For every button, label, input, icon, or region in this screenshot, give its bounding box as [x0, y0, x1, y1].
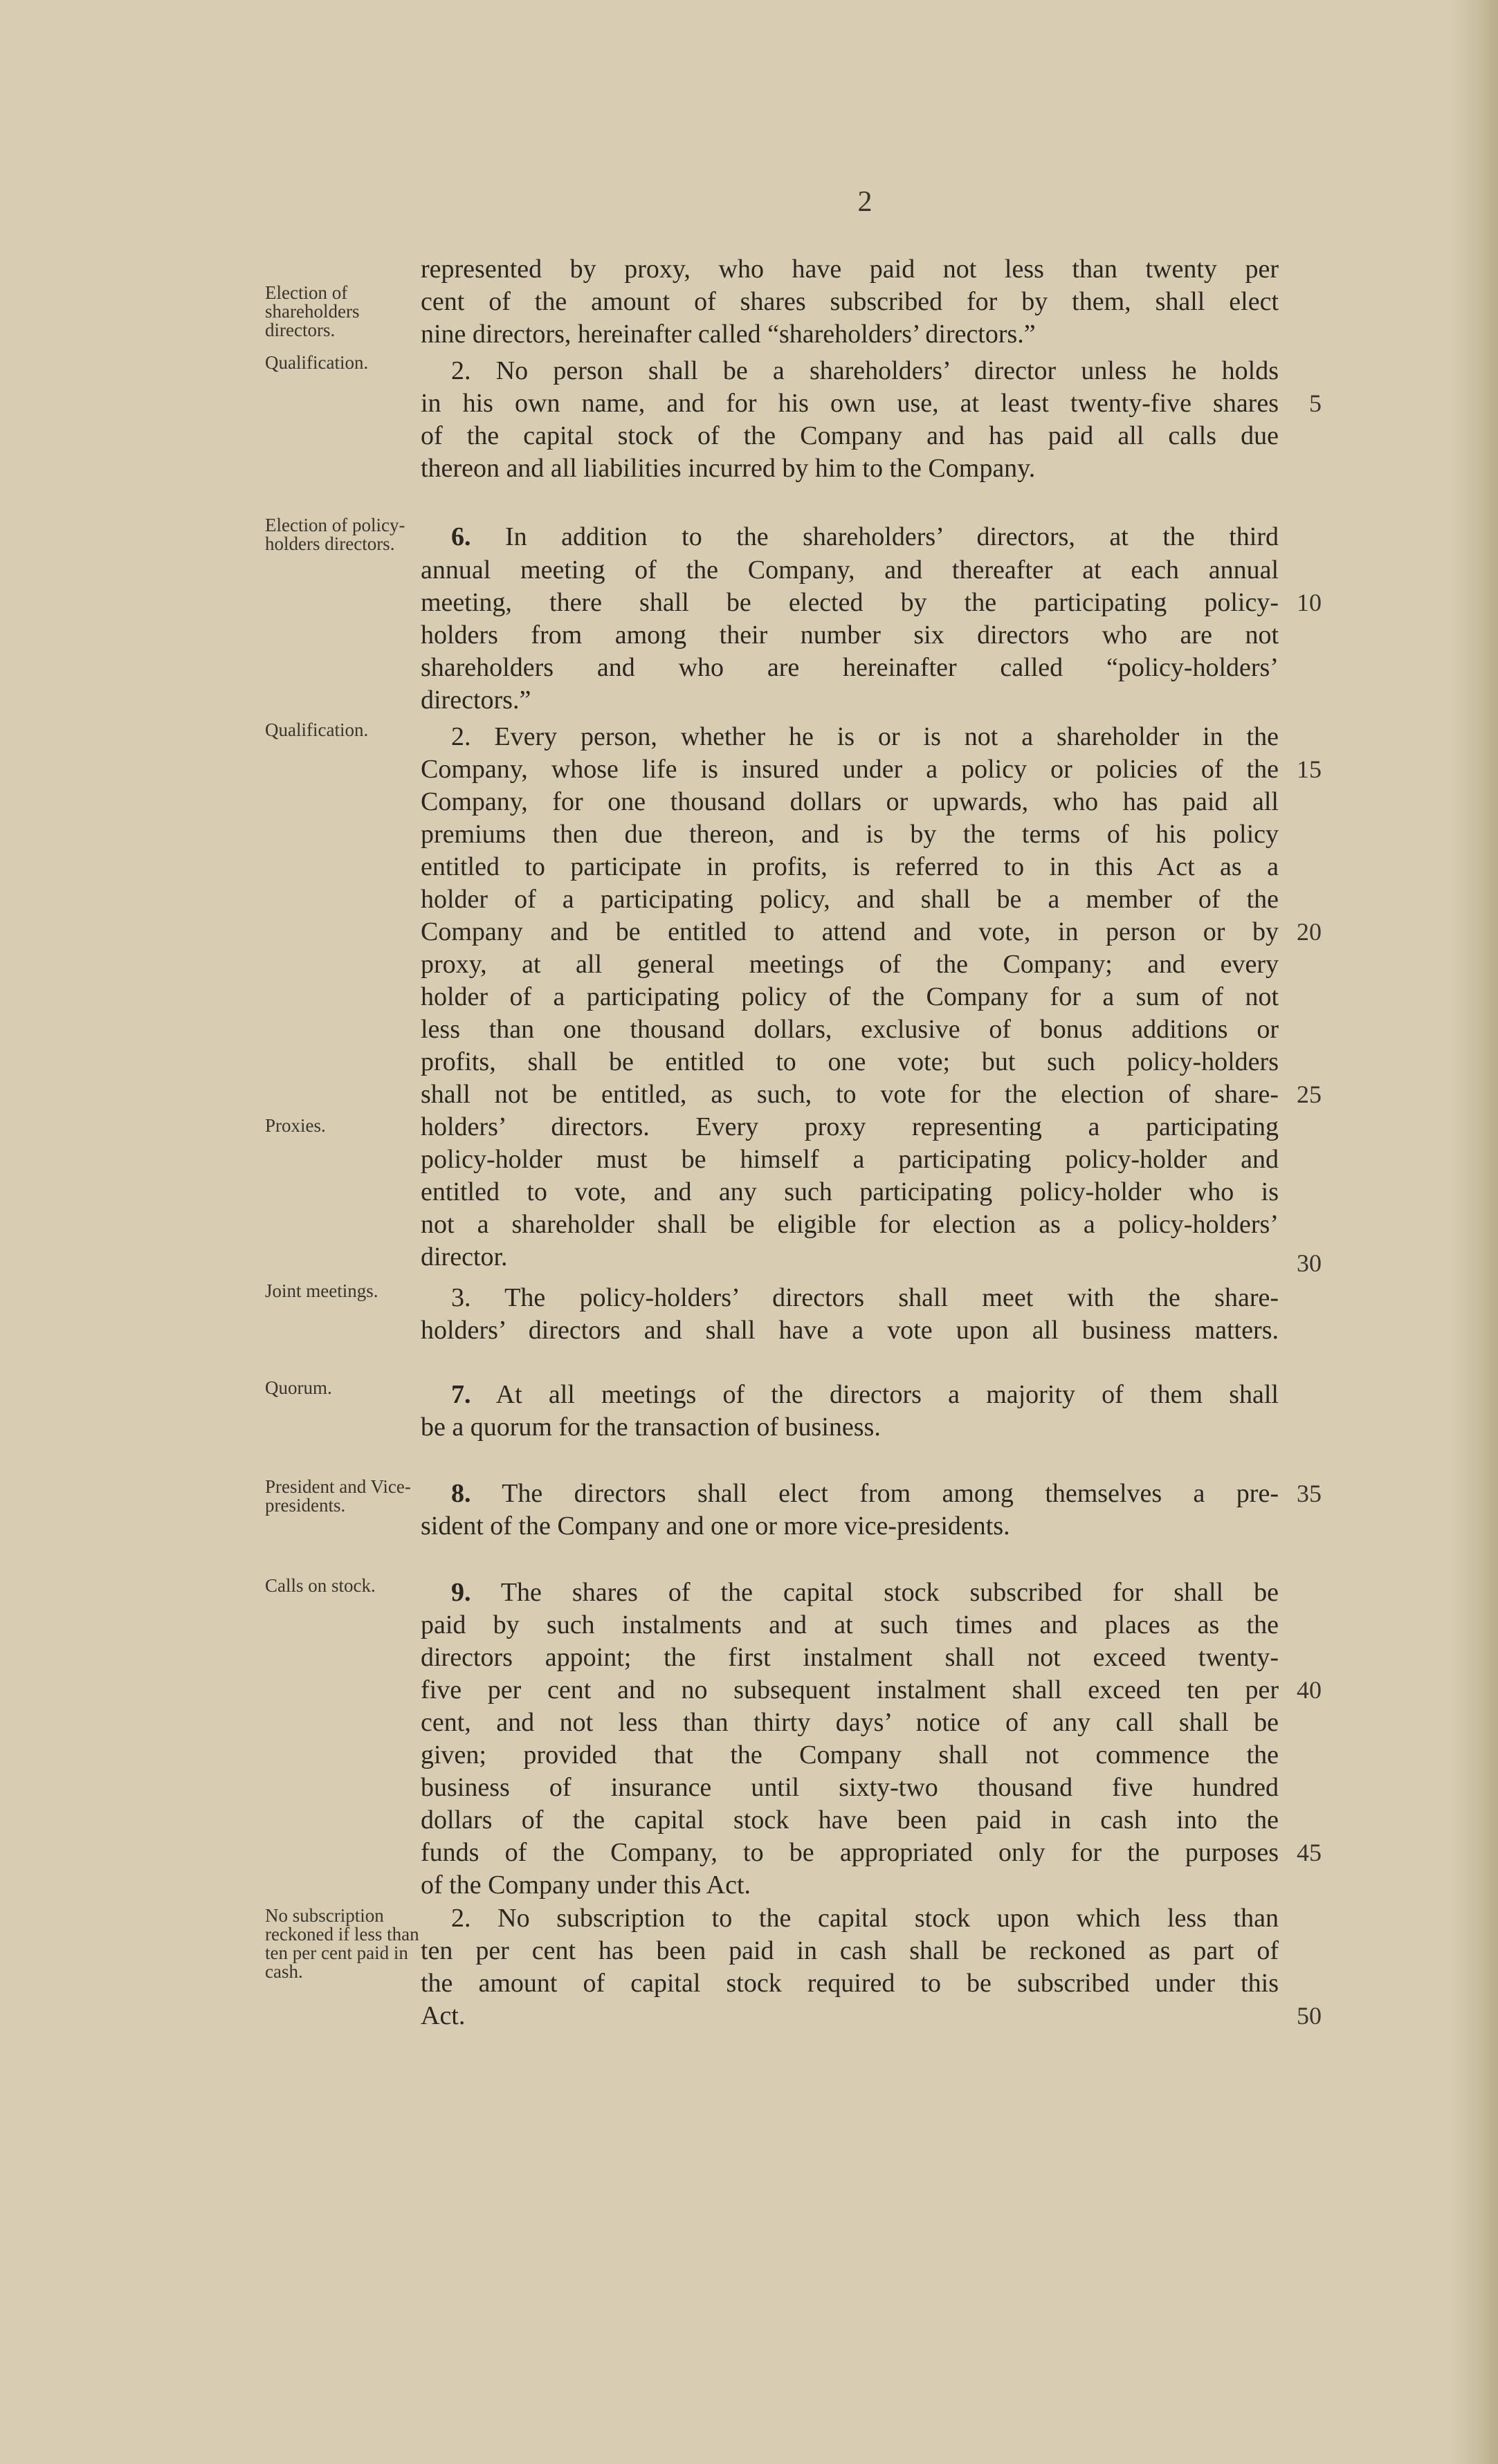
text-line: Act.	[421, 2001, 466, 2030]
text-line: premiums then due thereon, and is by the terms of his policy	[421, 820, 1279, 849]
text-line: the amount of capital stock required to be subscribed under this	[421, 1969, 1279, 1998]
text-line: 9. The shares of the capital stock subscribed for shall be	[451, 1578, 1279, 1607]
text-line: profits, shall be entitled to one vote; but such policy-holders	[421, 1047, 1279, 1076]
margin-note: President and Vice-presidents.	[265, 1476, 411, 1516]
margin-note: Election of shareholders directors.	[265, 282, 360, 340]
line-number: 25	[1297, 1081, 1322, 1108]
text-line: annual meeting of the Company, and thereafter at each annual	[421, 555, 1279, 585]
text-line: 3. The policy-holders’ directors shall meet with the share-	[451, 1283, 1279, 1312]
line-number: 40	[1297, 1676, 1322, 1704]
text-line: director.	[421, 1242, 508, 1271]
text-line: of the capital stock of the Company and has paid all calls due	[421, 421, 1279, 450]
text-line: less than one thousand dollars, exclusive of bonus additions or	[421, 1015, 1279, 1044]
text-line: shall not be entitled, as such, to vote for the election of share-	[421, 1080, 1279, 1109]
margin-note: Quorum.	[265, 1377, 332, 1398]
text-line: business of insurance until sixty-two thousand five hundred	[421, 1773, 1279, 1802]
line-number: 50	[1297, 2002, 1322, 2030]
margin-note: Joint meetings.	[265, 1280, 378, 1301]
text-line: of the Company under this Act.	[421, 1870, 751, 1900]
margin-note: Election of policy-holders directors.	[265, 515, 405, 554]
text-line: proxy, at all general meetings of the Company; and every	[421, 950, 1279, 979]
text-line: holders’ directors and shall have a vote upon all business matters.	[421, 1316, 1279, 1345]
text-line: given; provided that the Company shall not commence the	[421, 1740, 1279, 1769]
text-line: directors.”	[421, 686, 531, 715]
line-number: 5	[1309, 389, 1322, 417]
text-line: dollars of the capital stock have been paid in cash into the	[421, 1805, 1279, 1835]
text-line: directors appoint; the first instalment shall not exceed twenty-	[421, 1643, 1279, 1672]
text-line: nine directors, hereinafter called “shareholders’ directors.”	[421, 320, 1036, 349]
section-number: 6.	[451, 522, 471, 551]
text-line: cent of the amount of shares subscribed for by them, shall elect	[421, 287, 1279, 316]
margin-note: Qualification.	[265, 352, 369, 373]
text-line: sident of the Company and one or more vice-presidents.	[421, 1511, 1010, 1541]
section-number: 7.	[451, 1380, 471, 1409]
section-number: 8.	[451, 1479, 471, 1508]
text-line: meeting, there shall be elected by the participating policy-	[421, 588, 1279, 617]
line-number: 15	[1297, 755, 1322, 783]
line-number: 20	[1297, 918, 1322, 946]
text-line: holder of a participating policy of the Company for a sum of not	[421, 982, 1279, 1011]
text-line: entitled to participate in profits, is referred to in this Act as a	[421, 852, 1279, 881]
line-number: 35	[1297, 1480, 1322, 1507]
text-line: holders from among their number six directors who are not	[421, 620, 1279, 650]
text-line: cent, and not less than thirty days’ notice of any call shall be	[421, 1708, 1279, 1737]
text-line: 2. Every person, whether he is or is not a shareholder in the	[451, 722, 1279, 751]
text-line: Company, whose life is insured under a policy or policies of the	[421, 755, 1279, 784]
text-line: paid by such instalments and at such times and places as the	[421, 1610, 1279, 1639]
page-number: 2	[857, 186, 873, 218]
text-line: be a quorum for the transaction of business.	[421, 1413, 881, 1442]
text-line: Company, for one thousand dollars or upwards, who has paid all	[421, 787, 1279, 816]
margin-note: Calls on stock.	[265, 1575, 376, 1596]
text-line: 2. No person shall be a shareholders’ director unless he holds	[451, 356, 1279, 385]
page-edge-shadow	[1450, 0, 1498, 2464]
text-line: entitled to vote, and any such participating policy-holder who is	[421, 1177, 1279, 1206]
text-line: holders’ directors. Every proxy representing a participating	[421, 1112, 1279, 1141]
text-line: 6. In addition to the shareholders’ directors, at the third	[451, 522, 1279, 551]
line-number: 10	[1297, 589, 1322, 616]
text-line: not a shareholder shall be eligible for election as a policy-holders’	[421, 1210, 1279, 1239]
text-line: 7. At all meetings of the directors a majority of them shall	[451, 1380, 1279, 1409]
text-line: in his own name, and for his own use, at least twenty-five shares	[421, 389, 1279, 418]
line-number: 45	[1297, 1839, 1322, 1866]
text-line: holder of a participating policy, and shall be a member of the	[421, 885, 1279, 914]
text-line: 2. No subscription to the capital stock upon which less than	[451, 1904, 1279, 1933]
margin-note: No subscription reckoned if less than ten per cent paid in cash.	[265, 1905, 419, 1982]
text-line: funds of the Company, to be appropriated only for the purposes	[421, 1838, 1279, 1867]
text-line: ten per cent has been paid in cash shall be reckoned as part of	[421, 1936, 1279, 1965]
text-line: thereon and all liabilities incurred by him to the Company.	[421, 454, 1036, 483]
text-line: five per cent and no subsequent instalment shall exceed ten per	[421, 1675, 1279, 1704]
text-line: represented by proxy, who have paid not less than twenty per	[421, 255, 1279, 284]
text-line: policy-holder must be himself a participating policy-holder and	[421, 1145, 1279, 1174]
margin-note: Qualification.	[265, 719, 369, 740]
text-line: shareholders and who are hereinafter called “policy-holders’	[421, 653, 1279, 682]
section-number: 9.	[451, 1578, 471, 1607]
text-line: Company and be entitled to attend and vote, in person or by	[421, 917, 1279, 946]
text-line: 8. The directors shall elect from among themselves a pre-	[451, 1479, 1279, 1508]
line-number: 30	[1297, 1249, 1322, 1277]
margin-note: Proxies.	[265, 1115, 326, 1136]
